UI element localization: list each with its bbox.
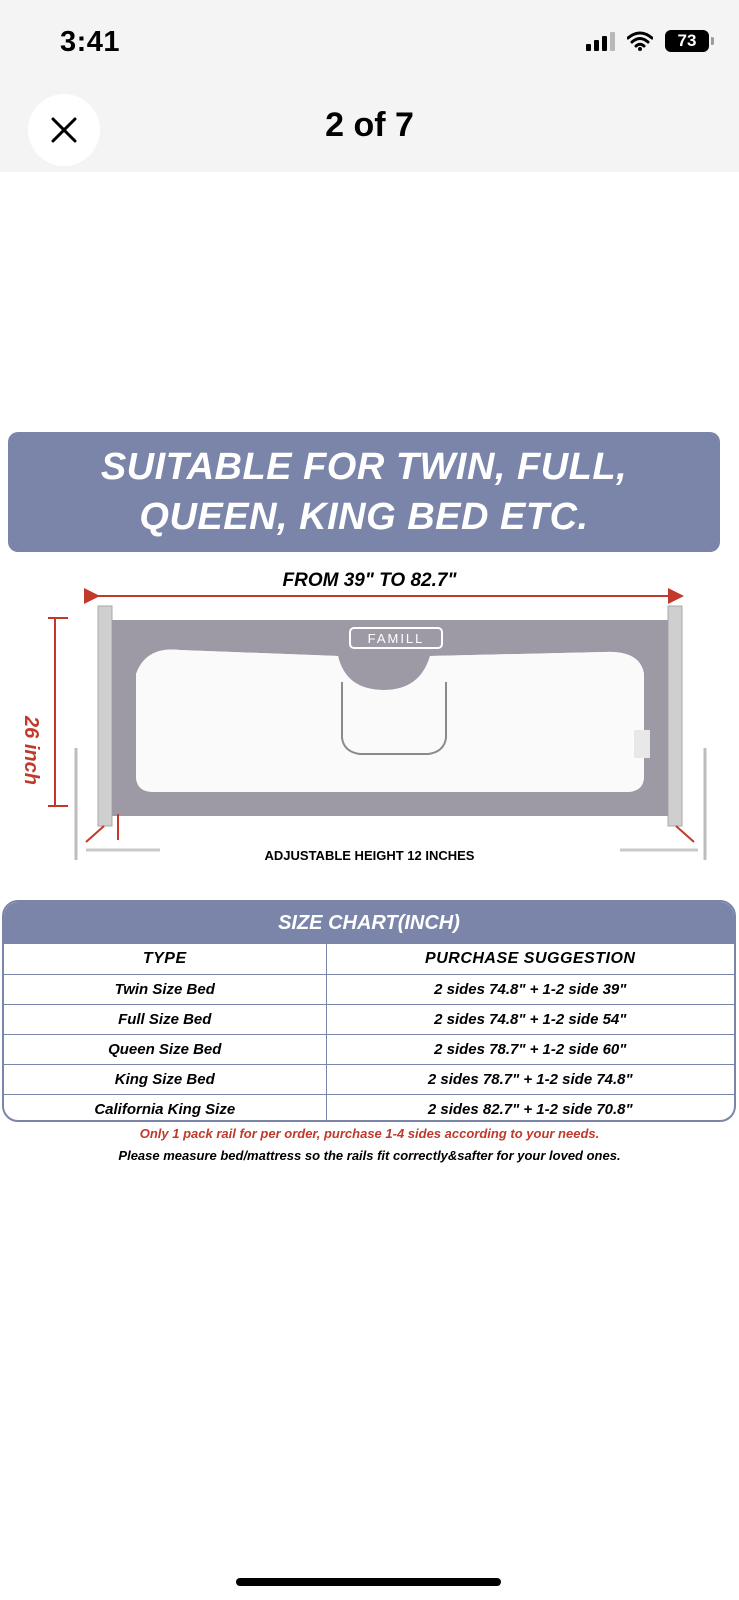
cellular-signal-icon	[586, 31, 615, 51]
left-post	[98, 606, 112, 826]
bed-type-cell: Twin Size Bed	[4, 974, 326, 1004]
size-chart-table	[4, 944, 734, 1122]
measure-note: Please measure bed/mattress so the rails fit correctly&safter for your loved ones.	[118, 1148, 621, 1163]
table-row	[4, 1094, 734, 1122]
size-chart	[2, 900, 736, 1122]
table-row	[4, 1004, 734, 1034]
suggestion-cell: 2 sides 78.7" + 1-2 side 60"	[326, 1034, 734, 1064]
product-image[interactable]	[0, 420, 739, 1190]
table-row	[4, 1034, 734, 1064]
battery-icon	[665, 30, 709, 52]
order-note: Only 1 pack rail for per order, purchase 1-4 sides according to your needs.	[139, 1126, 600, 1141]
table-header-row	[4, 944, 734, 974]
bed-type-cell: California King Size	[4, 1094, 326, 1122]
headline-line-1: SUITABLE FOR TWIN, FULL,	[100, 446, 628, 488]
width-dimension-label: FROM 39" TO 82.7"	[282, 570, 457, 591]
bed-type-cell: King Size Bed	[4, 1064, 326, 1094]
table-row	[4, 974, 734, 1004]
suggestion-cell: 2 sides 74.8" + 1-2 side 54"	[326, 1004, 734, 1034]
column-header-type: TYPE	[4, 944, 326, 974]
svg-text:FAMILL: FAMILL	[367, 631, 425, 646]
battery-level: 73	[677, 31, 697, 50]
size-chart-title: SIZE CHART(INCH)	[4, 902, 734, 944]
suggestion-cell: 2 sides 74.8" + 1-2 side 39"	[326, 974, 734, 1004]
height-dimension-label	[10, 700, 50, 800]
bed-type-cell: Full Size Bed	[4, 1004, 326, 1034]
suggestion-cell: 2 sides 78.7" + 1-2 side 74.8"	[326, 1064, 734, 1094]
status-time: 3:41	[60, 26, 121, 58]
height-dimension-text: 26 inch	[19, 715, 42, 785]
page-counter: 2 of 7	[325, 106, 414, 144]
headline-banner	[8, 432, 720, 552]
status-icons	[586, 30, 709, 52]
bed-rail-illustration	[0, 570, 739, 870]
wifi-icon	[627, 31, 653, 51]
suggestion-cell: 2 sides 82.7" + 1-2 side 70.8"	[326, 1094, 734, 1122]
adjustable-height-label: ADJUSTABLE HEIGHT 12 INCHES	[264, 848, 475, 863]
home-indicator[interactable]	[236, 1578, 501, 1586]
headline-line-2: QUEEN, KING BED ETC.	[139, 496, 589, 538]
column-header-suggestion: PURCHASE SUGGESTION	[425, 949, 636, 967]
bed-type-cell: Queen Size Bed	[4, 1034, 326, 1064]
table-row	[4, 1064, 734, 1094]
right-post	[668, 606, 682, 826]
